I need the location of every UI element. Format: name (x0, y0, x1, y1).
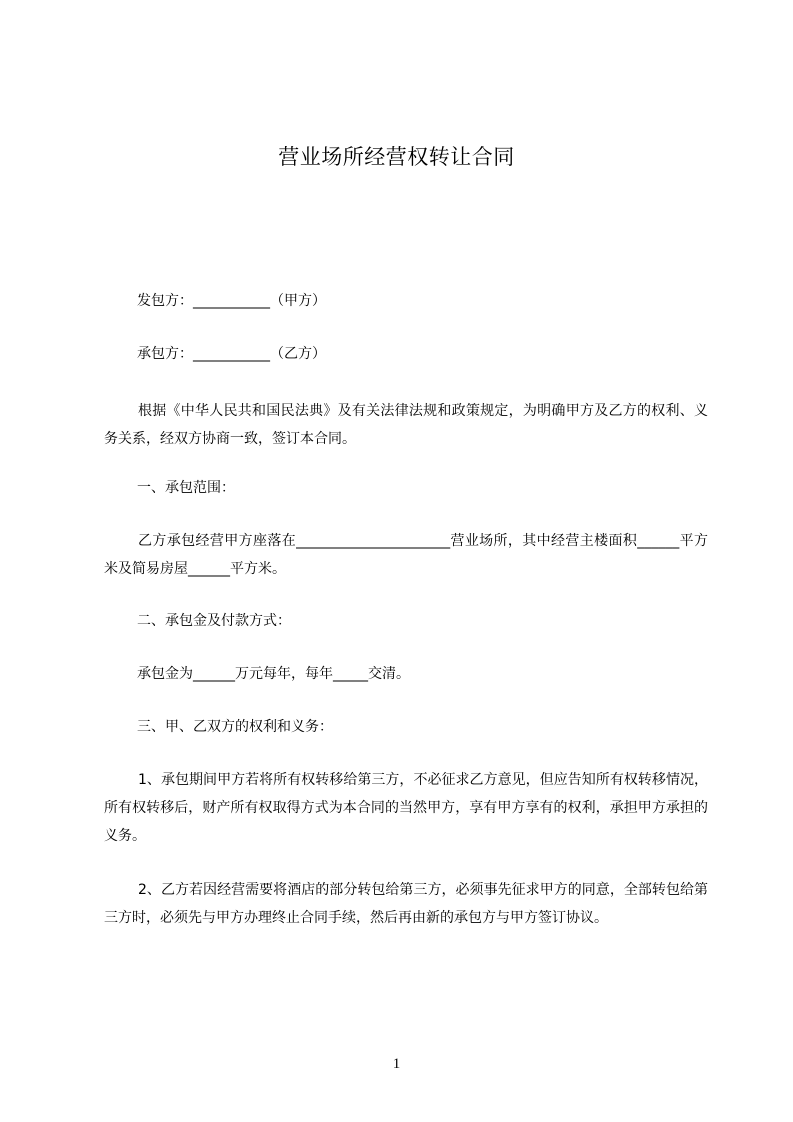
section-1-heading: 一、承包范围： (137, 480, 235, 496)
section-2-heading: 二、承包金及付款方式： (137, 613, 291, 629)
section-3-heading: 三、甲、乙双方的权利和义务： (137, 719, 333, 735)
party-a-line: 发包方：___________（甲方） (137, 293, 326, 309)
intro-paragraph: 根据《中华人民共和国民法典》及有关法律法规和政策规定，为明确甲方及乙方的权利、义务关系，经双方协商一致，签订本合同。 (104, 403, 708, 447)
section-3-item-2: 2、乙方若因经营需要将酒店的部分转包给第三方，必须事先征求甲方的同意，全部转包给第三方时，必须先与甲方办理终止合同手续，然后再由新的承包方与甲方签订协议。 (104, 882, 708, 926)
section-2-text: 承包金为______万元每年，每年_____交清。 (137, 666, 410, 682)
document-title: 营业场所经营权转让合同 (278, 145, 515, 169)
section-3-item-1: 1、承包期间甲方若将所有权转移给第三方，不必征求乙方意见，但应告知所有权转移情况，所有权转移后，财产所有权取得方式为本合同的当然甲方，享有甲方享有的权利，承担甲方承担的义务。 (104, 772, 708, 844)
party-b-line: 承包方：___________（乙方） (137, 346, 326, 362)
section-1-text: 乙方承包经营甲方座落在______________________营业场所，其中经营主楼面积______平方米及简易房屋______平方米。 (104, 533, 708, 577)
page-number: 1 (392, 1056, 401, 1072)
